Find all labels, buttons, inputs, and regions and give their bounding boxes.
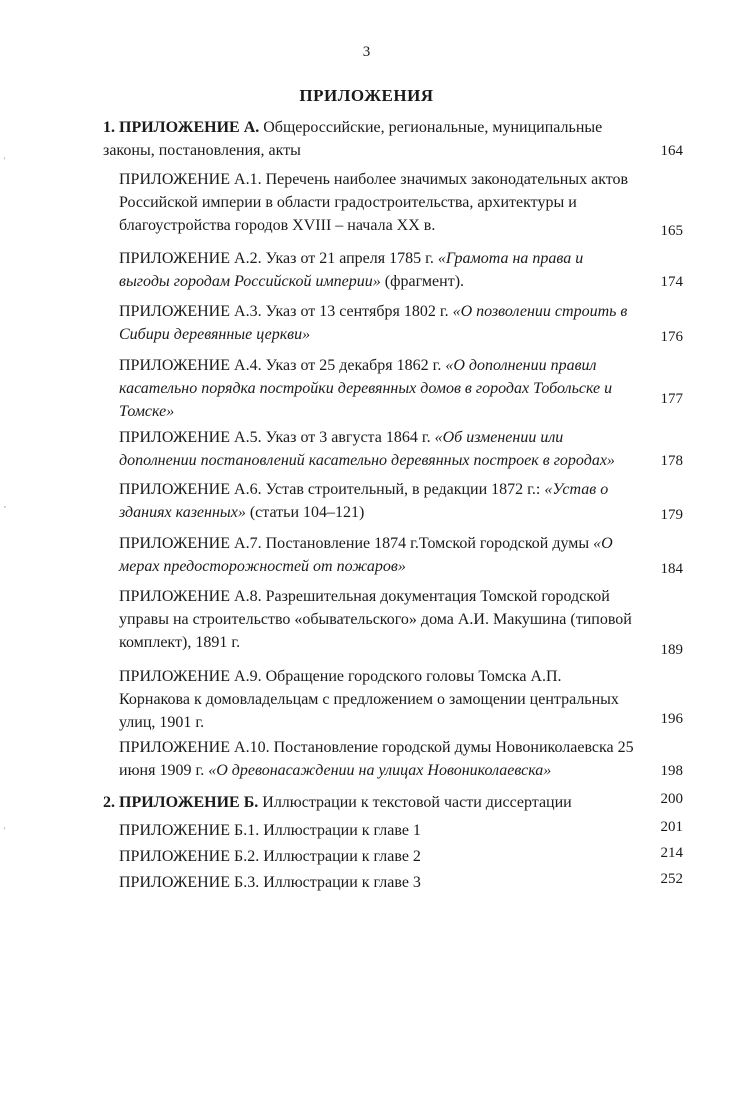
a6-page: 179 xyxy=(660,507,683,523)
entry-text: ПРИЛОЖЕНИЕ Б.3. Иллюстрации к главе 3 xyxy=(119,874,421,891)
a5-page: 178 xyxy=(660,453,683,469)
entry-text: ПРИЛОЖЕНИЕ А.6. Устав строительный, в редакции 1872 г.: xyxy=(119,481,545,498)
entry-text: ПРИЛОЖЕНИЕ А.8. Разрешительная документация Томской городской управы на строительство «обывательского» дома А.И. Макушина (типовой комплект), 1891 г. xyxy=(119,588,632,651)
a4-page: 177 xyxy=(660,391,683,407)
section-b-page: 200 xyxy=(660,791,683,807)
entry-text: ПРИЛОЖЕНИЕ Б.2. Иллюстрации к главе 2 xyxy=(119,848,421,865)
toc-entry-a7[interactable] xyxy=(119,532,634,578)
entry-text: ПРИЛОЖЕНИЕ А.3. Указ от 13 сентября 1802 г. xyxy=(119,303,453,320)
b1-page: 201 xyxy=(660,819,683,835)
toc-entry-a2[interactable] xyxy=(119,247,634,293)
entry-text: ПРИЛОЖЕНИЕ А.1. Перечень наиболее значимых законодательных актов Российской империи в области градостроительства, архитектуры и благоустройства городов XVIII – начала XX в. xyxy=(119,171,629,234)
a2-page: 174 xyxy=(660,274,683,290)
a3-page: 176 xyxy=(660,329,683,345)
toc-entry-a9[interactable] xyxy=(119,665,634,734)
a8-page: 189 xyxy=(660,642,683,658)
a7-page: 184 xyxy=(660,561,683,577)
entry-text: ПРИЛОЖЕНИЕ А.10. Постановление городской думы Новониколаевска 25 июня 1909 г. xyxy=(119,739,634,779)
entry-text: ПРИЛОЖЕНИЕ А.4. Указ от 25 декабря 1862 г. xyxy=(119,357,446,374)
section-a-title-rest: Общероссийские, региональные, муниципальные законы, постановления, акты xyxy=(103,119,603,159)
toc-entry-a5[interactable] xyxy=(119,426,634,472)
toc-entry-a1[interactable] xyxy=(119,168,634,237)
scan-mark: ' xyxy=(4,826,6,835)
entry-italic: «О позволении строить в Сибири деревянные церкви» xyxy=(119,303,628,343)
section-b-title-bold: 2. ПРИЛОЖЕНИЕ Б. xyxy=(103,794,259,811)
entry-italic: «О дополнении правил касательно порядка постройки деревянных домов в городах Тобольске и Томске» xyxy=(119,357,613,420)
scan-mark: ' xyxy=(4,156,6,165)
toc-entry-a3[interactable] xyxy=(119,300,634,346)
toc-entry-b2[interactable] xyxy=(119,845,634,868)
entry-italic: «О мерах предосторожностей от пожаров» xyxy=(119,535,613,575)
toc-entry-b3[interactable] xyxy=(119,871,634,894)
scan-mark: , xyxy=(4,500,6,509)
entry-after: (фрагмент). xyxy=(380,273,465,290)
toc-entry-section-a[interactable] xyxy=(103,116,633,162)
entry-after: (статьи 104–121) xyxy=(245,504,365,521)
entry-text: ПРИЛОЖЕНИЕ А.7. Постановление 1874 г.Томской городской думы xyxy=(119,535,594,552)
a9-page: 196 xyxy=(660,711,683,727)
page-title: ПРИЛОЖЕНИЯ xyxy=(299,86,434,105)
entry-text: ПРИЛОЖЕНИЕ А.2. Указ от 21 апреля 1785 г. xyxy=(119,250,438,267)
entry-italic: «Об изменении или дополнении постановлений касательно деревянных построек в городах» xyxy=(119,429,615,469)
toc-entry-section-b[interactable] xyxy=(103,791,633,814)
section-a-page: 164 xyxy=(660,143,683,159)
a10-page: 198 xyxy=(660,763,683,779)
toc-entry-a8[interactable] xyxy=(119,585,634,654)
toc-entry-a10[interactable] xyxy=(119,736,634,782)
page-number: 3 xyxy=(362,44,371,60)
entry-text: ПРИЛОЖЕНИЕ Б.1. Иллюстрации к главе 1 xyxy=(119,822,421,839)
section-b-title-rest: Иллюстрации к текстовой части диссертации xyxy=(258,794,572,811)
entry-italic: «О древонасаждении на улицах Новониколаевска» xyxy=(208,762,552,779)
entry-text: ПРИЛОЖЕНИЕ А.9. Обращение городского головы Томска А.П. Корнакова к домовладельцам с предложением о замощении центральных улиц, 1901 г. xyxy=(119,668,619,731)
toc-entry-a6[interactable] xyxy=(119,478,634,524)
a1-page: 165 xyxy=(660,223,683,239)
entry-italic: «Грамота на права и выгоды городам Российской империи» xyxy=(119,250,584,290)
entry-text: ПРИЛОЖЕНИЕ А.5. Указ от 3 августа 1864 г. xyxy=(119,429,435,446)
b2-page: 214 xyxy=(660,845,683,861)
section-a-title-bold: 1. ПРИЛОЖЕНИЕ А. xyxy=(103,119,260,136)
toc-entry-b1[interactable] xyxy=(119,819,634,842)
entry-italic: «Устав о зданиях казенных» xyxy=(119,481,609,521)
b3-page: 252 xyxy=(660,871,683,887)
toc-entry-a4[interactable] xyxy=(119,354,634,423)
